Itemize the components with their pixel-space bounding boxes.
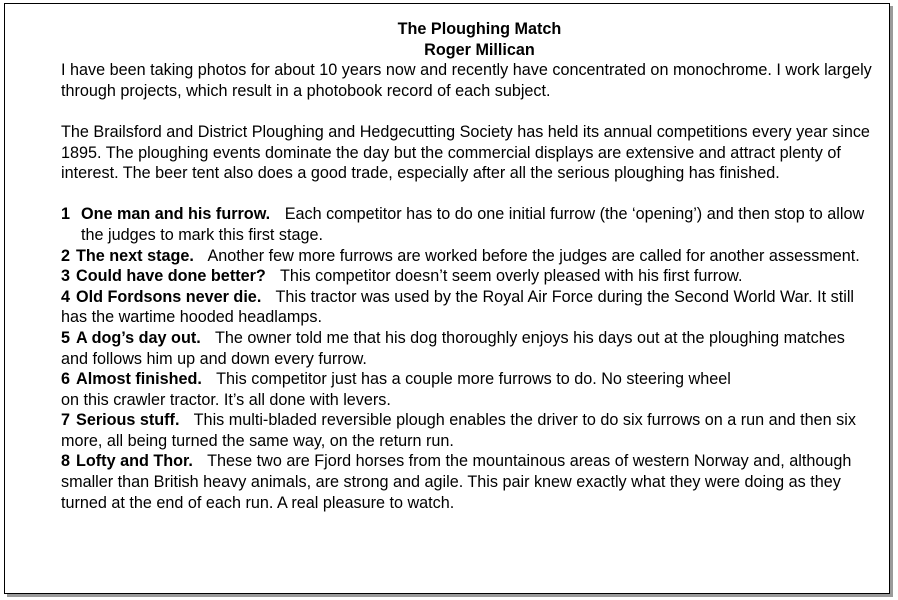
caption-number: 8 bbox=[61, 452, 71, 471]
caption-item-7 bbox=[61, 410, 876, 451]
caption-item-5 bbox=[61, 328, 876, 369]
caption-item-1 bbox=[61, 204, 876, 245]
caption-heading: One man and his furrow. bbox=[81, 205, 271, 224]
caption-heading: A dog’s day out. bbox=[76, 328, 201, 347]
caption-text: Another few more furrows are worked before the judges are called for another assessment. bbox=[207, 246, 860, 265]
caption-text: This competitor doesn’t seem overly pleased with his first furrow. bbox=[280, 267, 743, 286]
intro-paragraph-2: The Brailsford and District Ploughing and Hedgecutting Society has held its annual competitions every year since 1895. The ploughing events dominate the day but the commercial displays are extensive and attract plenty of interest. The beer tent also does a good trade, especially after all the serious ploughing has finished. bbox=[61, 122, 870, 183]
caption-number: 3 bbox=[61, 267, 71, 286]
paragraph-gap bbox=[61, 184, 876, 205]
caption-number: 7 bbox=[61, 411, 71, 430]
document-body bbox=[61, 19, 876, 513]
caption-heading: Lofty and Thor. bbox=[76, 452, 193, 471]
caption-item-8 bbox=[61, 451, 876, 513]
document-author: Roger Millican bbox=[424, 40, 535, 59]
intro-paragraph-1: I have been taking photos for about 10 years now and recently have concentrated on monochrome. I work largely through projects, which result in a photobook record of each subject. bbox=[61, 61, 872, 100]
paragraph-gap bbox=[61, 101, 876, 122]
caption-text-line-1: This competitor just has a couple more furrows to do. No steering wheel bbox=[216, 370, 731, 389]
document-title: The Ploughing Match bbox=[397, 20, 562, 38]
caption-item-3 bbox=[61, 266, 876, 287]
caption-number: 1 bbox=[61, 205, 71, 224]
caption-number: 4 bbox=[61, 287, 71, 306]
caption-heading: Serious stuff. bbox=[76, 411, 180, 430]
caption-heading: Could have done better? bbox=[76, 267, 266, 286]
caption-text: The owner told me that his dog thoroughly enjoys his days out at the ploughing matches and follows him up and down every furrow. bbox=[61, 328, 845, 368]
caption-heading: Old Fordsons never die. bbox=[76, 287, 262, 306]
caption-text: Each competitor has to do one initial furrow (the ‘opening’) and then stop to allow the judges to mark this first stage. bbox=[81, 205, 865, 244]
caption-number: 6 bbox=[61, 370, 71, 389]
caption-heading: The next stage. bbox=[76, 246, 194, 265]
caption-number: 2 bbox=[61, 246, 71, 265]
caption-text: These two are Fjord horses from the mountainous areas of western Norway and, although smaller than British heavy animals, are strong and agile. This pair knew exactly what they were doing as they turned at the end of each run. A real pleasure to watch. bbox=[61, 452, 852, 512]
caption-text: This tractor was used by the Royal Air Force during the Second World War. It still has the wartime hooded headlamps. bbox=[61, 287, 855, 327]
caption-item-2 bbox=[61, 246, 876, 267]
caption-item-4 bbox=[61, 287, 876, 328]
caption-text-line-2: on this crawler tractor. It’s all done with levers. bbox=[61, 390, 391, 409]
caption-text: This multi-bladed reversible plough enables the driver to do six furrows on a run and then six more, all being turned the same way, on the return run. bbox=[61, 411, 856, 450]
caption-number: 5 bbox=[61, 328, 71, 347]
caption-item-6 bbox=[61, 369, 876, 410]
caption-heading: Almost finished. bbox=[76, 370, 202, 389]
